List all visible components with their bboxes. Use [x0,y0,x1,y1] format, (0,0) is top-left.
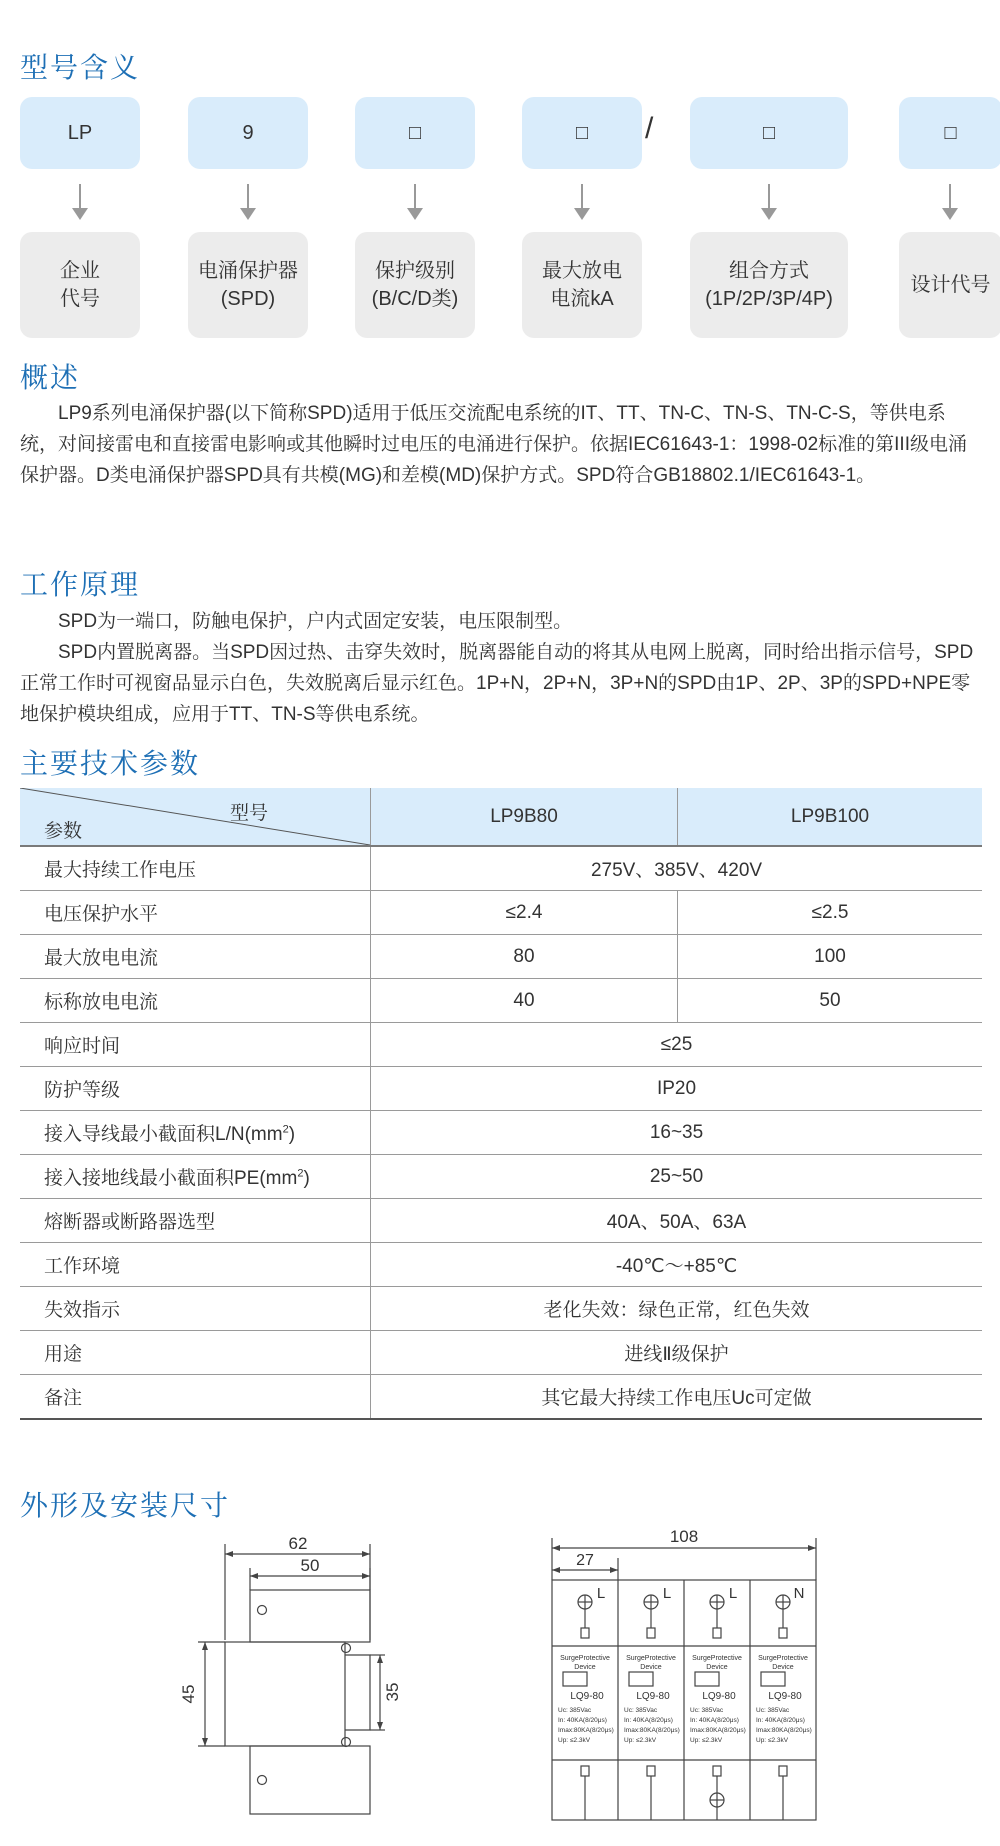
module-spec-line: Up: ≤2.3kV [624,1737,657,1744]
table-row [20,1375,982,1420]
dim-label: 35 [383,1682,402,1702]
module-spec-line: Uc: 385Vac [558,1707,592,1714]
table-row [20,1067,982,1111]
module-spec-line: In: 40KA(8/20μs) [558,1717,607,1724]
terminal-block [647,1766,655,1776]
table-row [20,846,982,891]
table-row [20,1287,982,1331]
module-spec-line: In: 40KA(8/20μs) [690,1717,739,1724]
label-line: (1P/2P/3P/4P) [705,288,833,310]
module-spec-line: Uc: 385Vac [624,1707,658,1714]
row-value: 50 [678,979,983,1023]
module-spec-line: Up: ≤2.3kV [558,1737,591,1744]
label-line: 企业 [60,260,100,282]
column-header: LP9B80 [371,788,678,846]
module-model: LQ9-80 [570,1691,604,1702]
terminal-block [779,1628,787,1638]
row-value: ≤2.4 [371,891,678,935]
row-value: ≤25 [371,1023,983,1067]
row-label: 最大持续工作电压 [20,846,371,891]
row-value: 16~35 [371,1111,983,1155]
code-box-combo: □ [690,97,848,169]
indicator-window [563,1672,587,1686]
table-row [20,1111,982,1155]
module-text: Device [574,1664,596,1671]
table-row [20,1243,982,1287]
row-value: 老化失效：绿色正常，红色失效 [371,1287,983,1331]
module-text: SurgeProtective [692,1655,742,1662]
row-label-text: 接入接地线最小截面积PE(mm [44,1168,298,1189]
label-line: 电流kA [550,288,614,310]
principle-paragraph: SPD为一端口，防触电保护，户内式固定安装，电压限制型。 [58,611,573,632]
dimensions-title: 外形及安装尺寸 [20,1490,231,1521]
row-label-tail: ) [288,1124,296,1145]
side-view-drawing [170,1530,410,1830]
module-spec-line: In: 40KA(8/20μs) [756,1717,805,1724]
diagonal-header-cell [20,788,371,846]
row-label-tail: ) [303,1168,310,1189]
specs-title: 主要技术参数 [20,748,201,779]
overview-paragraph: LP9系列电涌保护器(以下简称SPD)适用于低压交流配电系统的IT、TT、TN-C、TN-S、TN-C-S，等供电系统，对间接雷电和直接雷电影响或其他瞬时过电压的电涌进行保护。依据IEC61643-1：1998-02标准的第III级电涌保护器。D类电涌保护器SPD具有共模(MG)和差模(MD)保护方式。SPD符合GB18802.1/IEC61643-1。 [20,403,967,486]
label-box-design [899,232,1000,338]
label-box-level [355,232,475,338]
row-value: 100 [678,935,983,979]
table-row [20,935,982,979]
module-model: LQ9-80 [768,1691,802,1702]
row-label: 最大放电电流 [20,935,371,979]
table-header-row [20,788,982,846]
module-spec-line: Up: ≤2.3kV [756,1737,789,1744]
dim-label: 50 [300,1556,320,1575]
row-label [20,1111,371,1155]
row-label: 标称放电电流 [20,979,371,1023]
row-label-sup: 2 [282,1123,289,1136]
label-line: 组合方式 [729,260,809,282]
header-param-label: 参数 [44,821,83,842]
spec-table [20,788,982,1420]
column-header: LP9B100 [678,788,983,846]
label-line: 设计代号 [910,274,991,296]
row-label: 熔断器或断路器选型 [20,1199,371,1243]
row-value: 80 [371,935,678,979]
module-spec-line: Imax:80KA(8/20μs) [624,1727,680,1734]
code-slash: / [645,112,654,145]
row-label: 工作环境 [20,1243,371,1287]
row-value: 40A、50A、63A [371,1199,983,1243]
pole-mark: L [728,1585,738,1602]
module-text: SurgeProtective [560,1655,610,1662]
pole-mark: L [596,1585,606,1602]
row-value: 275V、385V、420V [371,846,983,891]
principle-paragraph: SPD内置脱离器。当SPD因过热、击穿失效时，脱离器能自动的将其从电网上脱离，同时给出指示信号，SPD正常工作时可视窗品显示白色，失效脱离后显示红色。1P+N，2P+N，3P+N的SPD由1P、2P、3P的SPD+NPE零地保护模块组成，应用于TT、TN-S等供电系统。 [20,642,974,725]
front-view-drawing [540,1520,830,1830]
module-text: SurgeProtective [626,1655,676,1662]
table-row [20,891,982,935]
label-line: 代号 [60,288,100,310]
terminal-block [581,1628,589,1638]
overview-text [20,398,982,491]
principle-title: 工作原理 [20,569,141,600]
label-line: 保护级别 [375,260,455,282]
label-box-spd [188,232,308,338]
label-line: (B/C/D类) [371,288,459,310]
row-value: 进线Ⅱ级保护 [371,1331,983,1375]
dim-label: 62 [288,1534,308,1553]
module-text: Device [772,1664,794,1671]
row-label: 防护等级 [20,1067,371,1111]
module-spec-line: Imax:80KA(8/20μs) [756,1727,812,1734]
label-line: (SPD) [220,288,276,310]
terminal-block [713,1766,721,1776]
row-label: 失效指示 [20,1287,371,1331]
terminal-block [647,1628,655,1638]
dim-label: 45 [179,1684,198,1704]
module-spec-line: Imax:80KA(8/20μs) [558,1727,614,1734]
code-box-lp: LP [20,97,140,169]
row-label: 电压保护水平 [20,891,371,935]
table-row [20,1199,982,1243]
indicator-window [761,1672,785,1686]
module-model: LQ9-80 [636,1691,670,1702]
table-row [20,1331,982,1375]
row-label [20,1155,371,1199]
model-meaning-title: 型号含义 [20,52,141,83]
module-text: Device [706,1664,728,1671]
table-row [20,979,982,1023]
indicator-window [629,1672,653,1686]
row-value: 其它最大持续工作电压Uc可定做 [371,1375,983,1420]
header-model-label: 型号 [230,803,269,824]
dim-label: 108 [669,1527,699,1546]
label-line: 最大放电 [542,260,622,282]
terminal-block [581,1766,589,1776]
module-spec-line: In: 40KA(8/20μs) [624,1717,673,1724]
row-label: 用途 [20,1331,371,1375]
dim-label: 27 [576,1552,594,1569]
terminal-block [779,1766,787,1776]
row-label-sup: 2 [297,1167,304,1180]
code-box-design: □ [899,97,1000,169]
label-line: 电涌保护器 [198,260,298,282]
indicator-window [695,1672,719,1686]
row-label: 响应时间 [20,1023,371,1067]
row-value: IP20 [371,1067,983,1111]
module-text: SurgeProtective [758,1655,808,1662]
label-box-combo [690,232,848,338]
label-box-current [522,232,642,338]
row-value: 40 [371,979,678,1023]
module-spec-line: Imax:80KA(8/20μs) [690,1727,746,1734]
pole-mark: L [662,1585,672,1602]
table-row [20,1155,982,1199]
table-row [20,1023,982,1067]
module-spec-line: Uc: 385Vac [756,1707,790,1714]
terminal-block [713,1628,721,1638]
module-spec-line: Uc: 385Vac [690,1707,724,1714]
row-label-text: 接入导线最小截面积L/N(mm [44,1124,283,1145]
row-value: ≤2.5 [678,891,983,935]
row-value: 25~50 [371,1155,983,1199]
module-spec-line: Up: ≤2.3kV [690,1737,723,1744]
module-text: Device [640,1664,662,1671]
principle-text [20,606,982,730]
code-box-current: □ [522,97,642,169]
pole-mark: N [793,1585,805,1602]
code-box-9: 9 [188,97,308,169]
row-label: 备注 [20,1375,371,1420]
row-value: -40℃～+85℃ [371,1243,983,1287]
label-box-company [20,232,140,338]
code-box-level: □ [355,97,475,169]
module-model: LQ9-80 [702,1691,736,1702]
overview-title: 概述 [20,362,81,393]
